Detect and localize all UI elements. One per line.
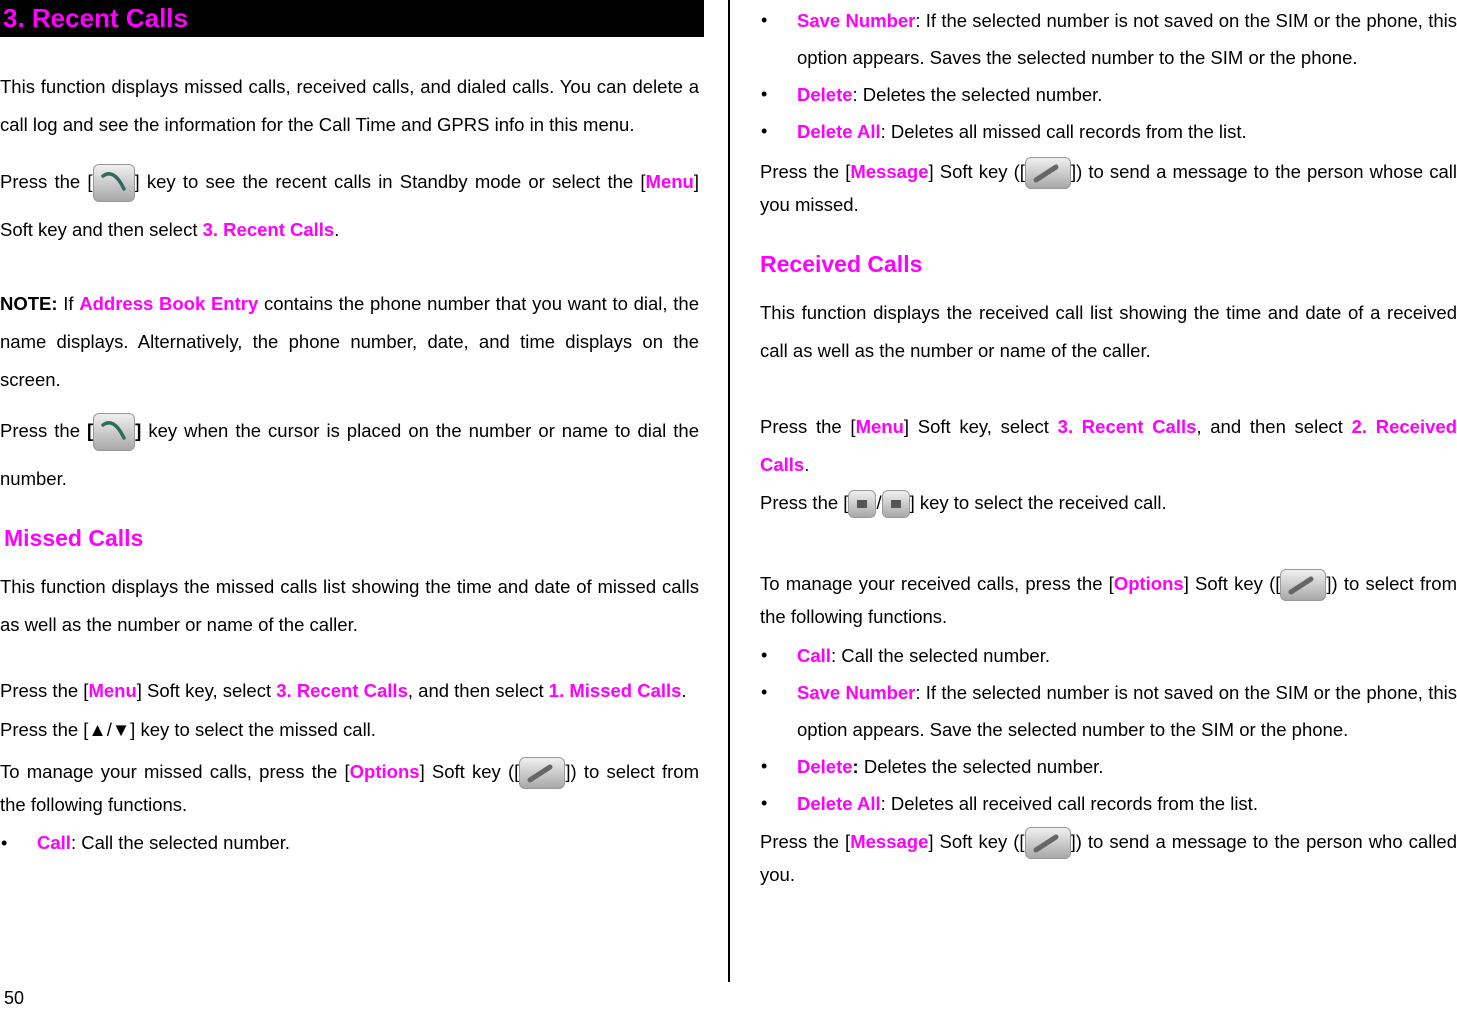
received-description: This function displays the received call list showing the time and date of a received call as well as the number or name of the caller. [760,302,1457,362]
section-header: 3. Recent Calls [0,0,704,37]
soft-key-icon [1025,827,1071,859]
received-options-paragraph: To manage your received calls, press the [Options] Soft key ([ ]) to select from the following functions. [760,568,1457,633]
missed-nav-paragraph: Press the [▲/▼] key to select the missed call. [0,719,376,740]
message-paragraph: Press the [Message] Soft key ([ ]) to send a message to the person who called you. [760,826,1457,891]
left-column [0,0,699,861]
list-item: • Call: Call the selected number. [760,637,1457,674]
nav-down-key-icon [882,490,910,518]
missed-description: This function displays the missed calls list showing the time and date of missed calls as well as the number or name of the caller. [0,576,699,635]
received-options-list [760,637,1457,822]
list-item: • Save Number: If the selected number is not saved on the SIM or the phone, this option appears. Save the selected number to the SIM or the phone. [760,674,1457,748]
soft-key-icon [1025,157,1071,189]
standby-paragraph: Press the [ ] key to see the recent calls in Standby mode or select the [Menu] Soft key and then select 3. Recent Calls. [0,158,699,254]
missed-options-list-continued [760,2,1457,150]
message-paragraph: Press the [Message] Soft key ([ ]) to send a message to the person whose call you missed. [760,156,1457,221]
list-item: • Delete All: Deletes all missed call records from the list. [760,113,1457,150]
right-column [760,0,1457,891]
missed-options-paragraph: To manage your missed calls, press the [Options] Soft key ([ ]) to select from the following functions. [0,756,699,821]
nav-up-key-icon [848,490,876,518]
list-item: • Save Number: If the selected number is not saved on the SIM or the phone, this option appears. Saves the selected number to the SIM or the phone. [760,2,1457,76]
missed-options-list [0,825,699,861]
note-paragraph: NOTE: If Address Book Entry contains the phone number that you want to dial, the name displays. Alternatively, the phone number, date, and time displays on the screen. [0,293,699,390]
send-key-icon [93,413,135,451]
missed-select-paragraph: Press the [Menu] Soft key, select 3. Recent Calls, and then select 1. Missed Calls. [0,680,687,701]
send-key-icon [93,164,135,202]
dial-paragraph: Press the [ ] key when the cursor is placed on the number or name to dial the number. [0,407,699,503]
soft-key-icon [519,757,565,789]
received-select-paragraph: Press the [Menu] Soft key, select 3. Recent Calls, and then select 2. Received Calls. [760,416,1457,476]
list-item: • Delete All: Deletes all received call records from the list. [760,785,1457,822]
missed-calls-heading: Missed Calls [4,525,144,551]
received-calls-heading: Received Calls [760,251,923,278]
column-divider [728,0,730,982]
page-number: 50 [4,988,25,1008]
list-item: • Delete: Deletes the selected number. [760,76,1457,113]
list-item: • Delete: Deletes the selected number. [760,748,1457,785]
received-nav-paragraph: Press the [ / ] key to select the received call. [760,484,1457,522]
list-item: • Call: Call the selected number. [0,825,699,861]
soft-key-icon [1280,569,1326,601]
intro-paragraph: This function displays missed calls, received calls, and dialed calls. You can delete a call log and see the information for the Call Time and GPRS info in this menu. [0,76,699,135]
